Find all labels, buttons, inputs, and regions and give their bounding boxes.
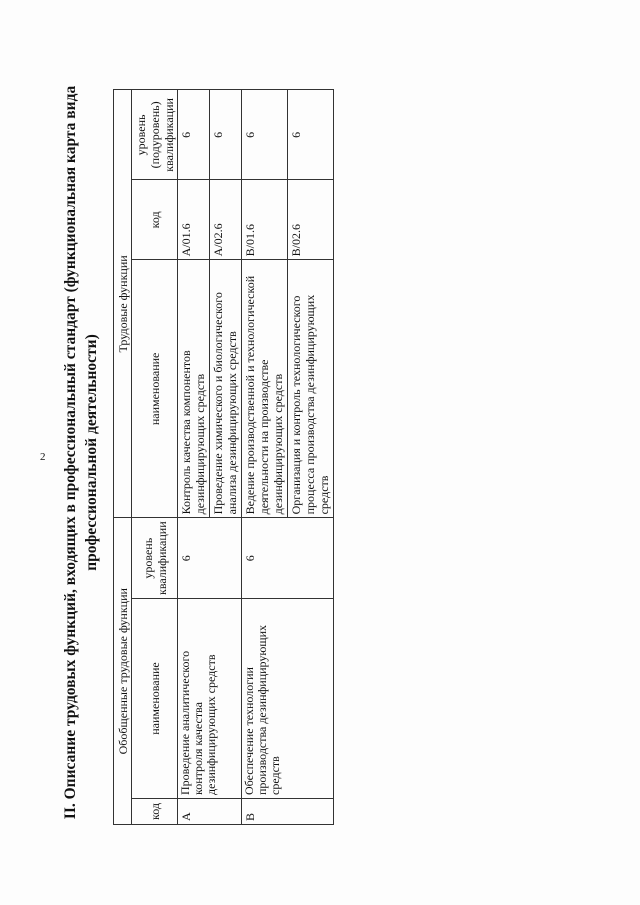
generalized-function-level: 6 [242,518,334,599]
level-column-header: уровень квалификации [132,518,178,599]
functional-map-table [113,89,334,825]
rotated-content [40,50,590,855]
section-title-line-2: профессиональной деятельности) [83,334,100,571]
section-title-line-1: II. Описание трудовых функций, входящих в профессиональный стандарт (функциональная карта вида [62,85,79,820]
labor-function-level: 6 [288,90,334,180]
labor-function-code: B/01.6 [242,180,288,260]
generalized-function-level: 6 [178,518,242,599]
generalized-function-name: Обеспечение технологии производства дезинфицирующих средств [242,599,334,799]
column-header-row [132,90,178,825]
sublevel-column-header: уровень (подуровень) квалификации [132,90,178,180]
name-column-header: наименование [132,599,178,799]
table-row [178,90,210,825]
labor-function-code: B/02.6 [288,180,334,260]
code-column-header: код [132,799,178,825]
labor-name-column-header: наименование [132,260,178,518]
labor-functions-header: Трудовые функции [114,90,132,518]
labor-function-name: Контроль качества компонентов дезинфицирующих средств [178,260,210,518]
labor-function-name: Проведение химического и биологического анализа дезинфицирующих средств [210,260,242,518]
labor-function-name: Организация и контроль технологического процесса производства дезинфицирующих средств [288,260,334,518]
generalized-function-name: Проведение аналитического контроля качества дезинфицирующих средств [178,599,242,799]
page-number: 2 [40,451,46,463]
labor-function-code: A/02.6 [210,180,242,260]
generalized-function-code: B [242,799,334,825]
table-row [242,90,288,825]
generalized-functions-header: Обобщенные трудовые функции [114,518,132,825]
labor-function-level: 6 [210,90,242,180]
labor-function-code: A/01.6 [178,180,210,260]
generalized-function-code: A [178,799,242,825]
labor-function-level: 6 [178,90,210,180]
labor-code-column-header: код [132,180,178,260]
group-header-row [114,90,132,825]
labor-function-name: Ведение производственной и технологической деятельности на производстве дезинфицирующих средств [242,260,288,518]
labor-function-level: 6 [242,90,288,180]
